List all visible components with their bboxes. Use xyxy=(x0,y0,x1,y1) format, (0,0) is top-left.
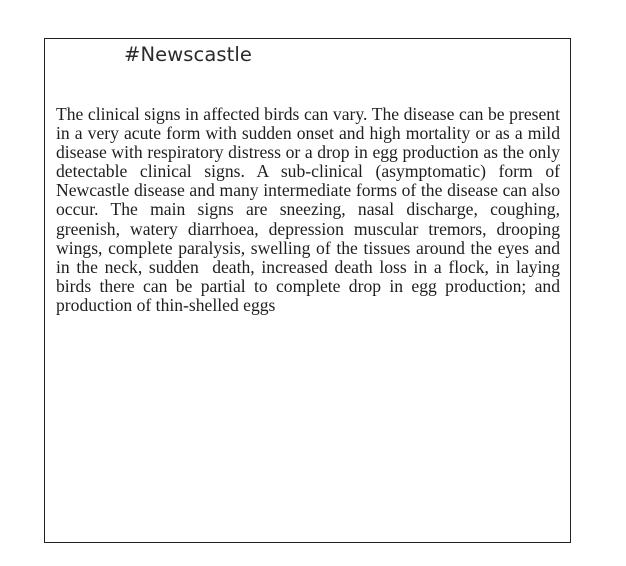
document-body-text: The clinical signs in affected birds can vary. The disease can be present in a very acute form with sudden onset and high mortality or as a mild disease with respiratory distress or a drop in egg production as the only detectable clinical signs. A sub-clinical (asymptomatic) form of Newcastle disease and many intermediate forms of the disease can also occur. The main signs are sneezing, nasal discharge, coughing, greenish, watery diarrhoea, depression muscular tremors, drooping wings, complete paralysis, swelling of the tissues around the eyes and in the neck, sudden death, increased death loss in a flock, in laying birds there can be partial to complete drop in egg production; and production of thin-shelled eggs xyxy=(56,104,565,315)
document-title: #Newscastle xyxy=(124,43,253,66)
document-card xyxy=(44,38,571,543)
